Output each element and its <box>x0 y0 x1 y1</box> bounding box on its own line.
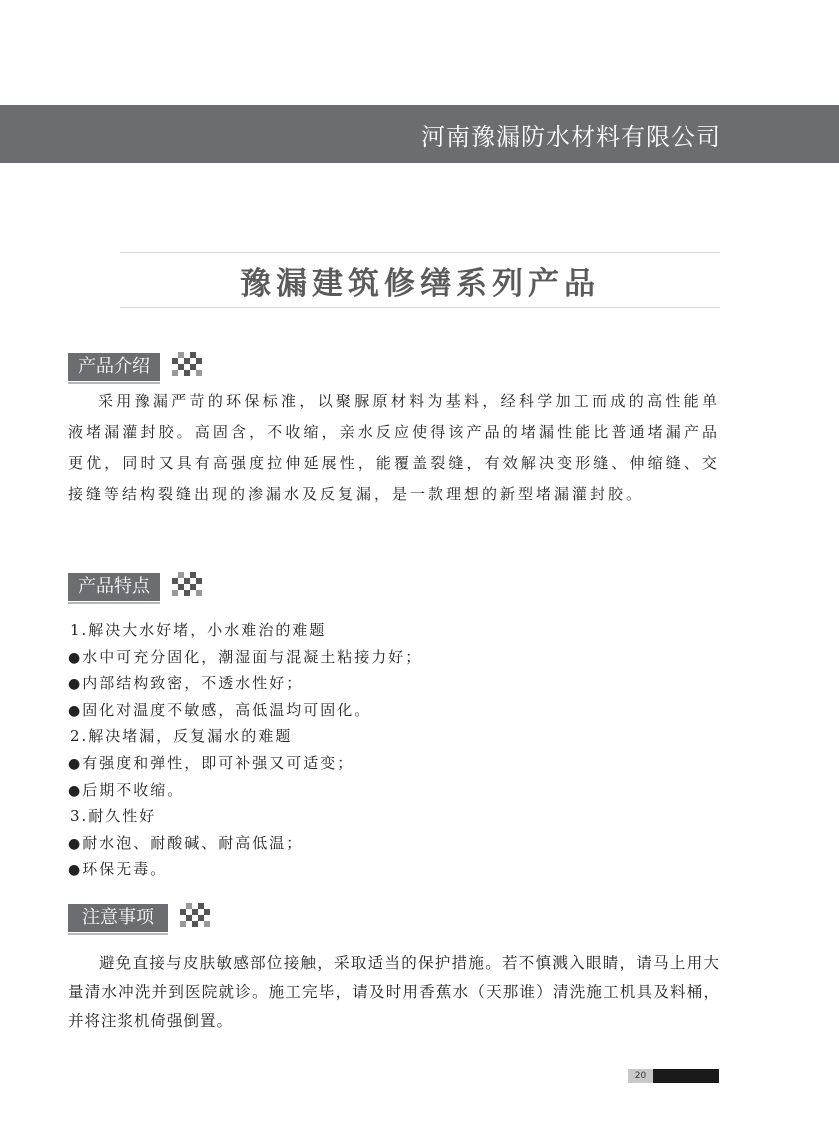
feature-text: 环保无毒。 <box>82 860 168 879</box>
list-item <box>68 750 708 777</box>
features-list <box>68 617 708 883</box>
feature-text: 后期不收缩。 <box>82 780 185 799</box>
checker-pattern-icon <box>172 570 202 600</box>
feature-text: 耐水泡、耐酸碱、耐高低温； <box>82 833 304 852</box>
title-divider-bottom <box>120 307 720 308</box>
section-label-features: 产品特点 <box>68 573 160 601</box>
feature-text: 1.解决大水好堵，小水难治的难题 <box>70 621 327 639</box>
feature-text: 固化对温度不敏感，高低温均可固化。 <box>82 700 372 719</box>
list-item <box>68 803 708 830</box>
bullet-icon: ● <box>68 862 81 879</box>
checker-pattern-icon <box>180 901 210 931</box>
feature-text: 水中可充分固化，潮湿面与混凝土粘接力好； <box>82 647 423 666</box>
list-item <box>68 777 708 804</box>
caution-paragraph: 避免直接与皮肤敏感部位接触，采取适当的保护措施。若不慎溅入眼睛，请马上用大量清水冲洗并到医院就诊。施工完毕，请及时用香蕉水（天那谁）清洗施工机具及料桶，并将注浆机倚强倒置。 <box>68 954 720 1030</box>
list-item <box>68 670 708 697</box>
bullet-icon: ● <box>68 755 81 772</box>
section-label-caution: 注意事项 <box>68 904 168 932</box>
feature-text: 3.耐久性好 <box>70 807 157 826</box>
list-item <box>68 723 708 750</box>
bullet-icon: ● <box>68 782 81 799</box>
list-item <box>68 697 708 724</box>
checker-pattern-icon <box>172 350 202 380</box>
page-number-bar <box>653 1069 719 1083</box>
page-title: 豫漏建筑修缮系列产品 <box>240 266 600 302</box>
section-label-intro: 产品介绍 <box>68 353 160 381</box>
page-number: 20 <box>628 1069 653 1083</box>
title-divider-top <box>120 252 720 253</box>
list-item <box>68 856 708 883</box>
feature-text: 2.解决堵漏，反复漏水的难题 <box>70 727 293 746</box>
feature-text: 内部结构致密，不透水性好； <box>82 674 304 693</box>
list-item <box>68 617 708 644</box>
bullet-icon: ● <box>68 835 81 852</box>
header-bar <box>0 105 839 163</box>
list-item <box>68 644 708 671</box>
bullet-icon: ● <box>68 649 81 666</box>
company-name: 河南豫漏防水材料有限公司 <box>421 123 721 151</box>
list-item <box>68 830 708 857</box>
feature-text: 有强度和弹性，即可补强又可适变； <box>82 753 355 772</box>
intro-paragraph: 采用豫漏严苛的环保标准，以聚脲原材料为基料，经科学加工而成的高性能单液堵漏灌封胶。高固含，不收缩，亲水反应使得该产品的堵漏性能比普通堵漏产品更优，同时又具有高强度拉伸延展性，能覆盖裂缝，有效解决变形缝、伸缩缝、交接缝等结构裂缝出现的渗漏水及反复漏，是一款理想的新型堵漏灌封胶。 <box>68 392 720 503</box>
bullet-icon: ● <box>68 702 81 719</box>
bullet-icon: ● <box>68 676 81 693</box>
